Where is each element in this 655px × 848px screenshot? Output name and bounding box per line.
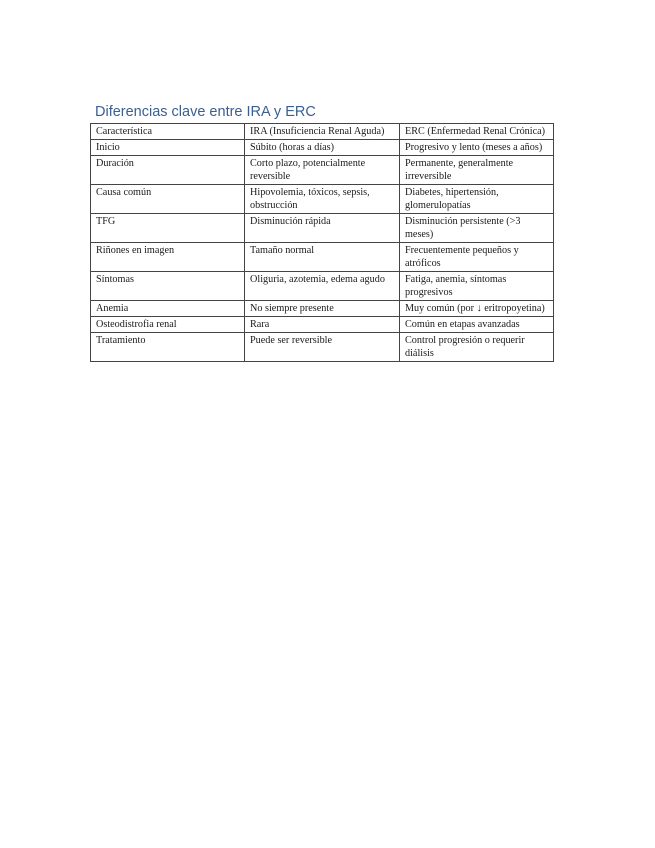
ira-cell: Rara bbox=[245, 317, 400, 333]
ira-cell: Disminución rápida bbox=[245, 214, 400, 243]
document-title: Diferencias clave entre IRA y ERC bbox=[95, 104, 316, 120]
row-label-cell: Inicio bbox=[91, 140, 245, 156]
erc-cell: Disminución persistente (>3 meses) bbox=[400, 214, 554, 243]
erc-cell: Permanente, generalmente irreversible bbox=[400, 156, 554, 185]
row-label-cell: Síntomas bbox=[91, 272, 245, 301]
header-cell-erc: ERC (Enfermedad Renal Crónica) bbox=[400, 124, 554, 140]
erc-cell: Frecuentemente pequeños y atróficos bbox=[400, 243, 554, 272]
table-header-row bbox=[91, 124, 554, 140]
ira-cell: Puede ser reversible bbox=[245, 333, 400, 362]
erc-cell: Fatiga, anemia, síntomas progresivos bbox=[400, 272, 554, 301]
row-label-cell: Osteodistrofia renal bbox=[91, 317, 245, 333]
ira-cell: Corto plazo, potencialmente reversible bbox=[245, 156, 400, 185]
header-cell-characteristic: Característica bbox=[91, 124, 245, 140]
table-row bbox=[91, 243, 554, 272]
table-row bbox=[91, 156, 554, 185]
comparison-table bbox=[90, 123, 554, 362]
ira-cell: Hipovolemia, tóxicos, sepsis, obstrucción bbox=[245, 185, 400, 214]
erc-cell: Común en etapas avanzadas bbox=[400, 317, 554, 333]
row-label-cell: Causa común bbox=[91, 185, 245, 214]
erc-cell: Progresivo y lento (meses a años) bbox=[400, 140, 554, 156]
row-label-cell: Duración bbox=[91, 156, 245, 185]
header-cell-ira: IRA (Insuficiencia Renal Aguda) bbox=[245, 124, 400, 140]
table-row bbox=[91, 317, 554, 333]
ira-cell: Súbito (horas a días) bbox=[245, 140, 400, 156]
table-row bbox=[91, 272, 554, 301]
table-row bbox=[91, 140, 554, 156]
row-label-cell: Riñones en imagen bbox=[91, 243, 245, 272]
ira-cell: No siempre presente bbox=[245, 301, 400, 317]
erc-cell: Muy común (por ↓ eritropoyetina) bbox=[400, 301, 554, 317]
table-row bbox=[91, 214, 554, 243]
erc-cell: Control progresión o requerir diálisis bbox=[400, 333, 554, 362]
ira-cell: Oliguria, azotemia, edema agudo bbox=[245, 272, 400, 301]
row-label-cell: TFG bbox=[91, 214, 245, 243]
ira-cell: Tamaño normal bbox=[245, 243, 400, 272]
table-row bbox=[91, 301, 554, 317]
erc-cell: Diabetes, hipertensión, glomerulopatías bbox=[400, 185, 554, 214]
row-label-cell: Tratamiento bbox=[91, 333, 245, 362]
table-row bbox=[91, 333, 554, 362]
row-label-cell: Anemia bbox=[91, 301, 245, 317]
table-row bbox=[91, 185, 554, 214]
